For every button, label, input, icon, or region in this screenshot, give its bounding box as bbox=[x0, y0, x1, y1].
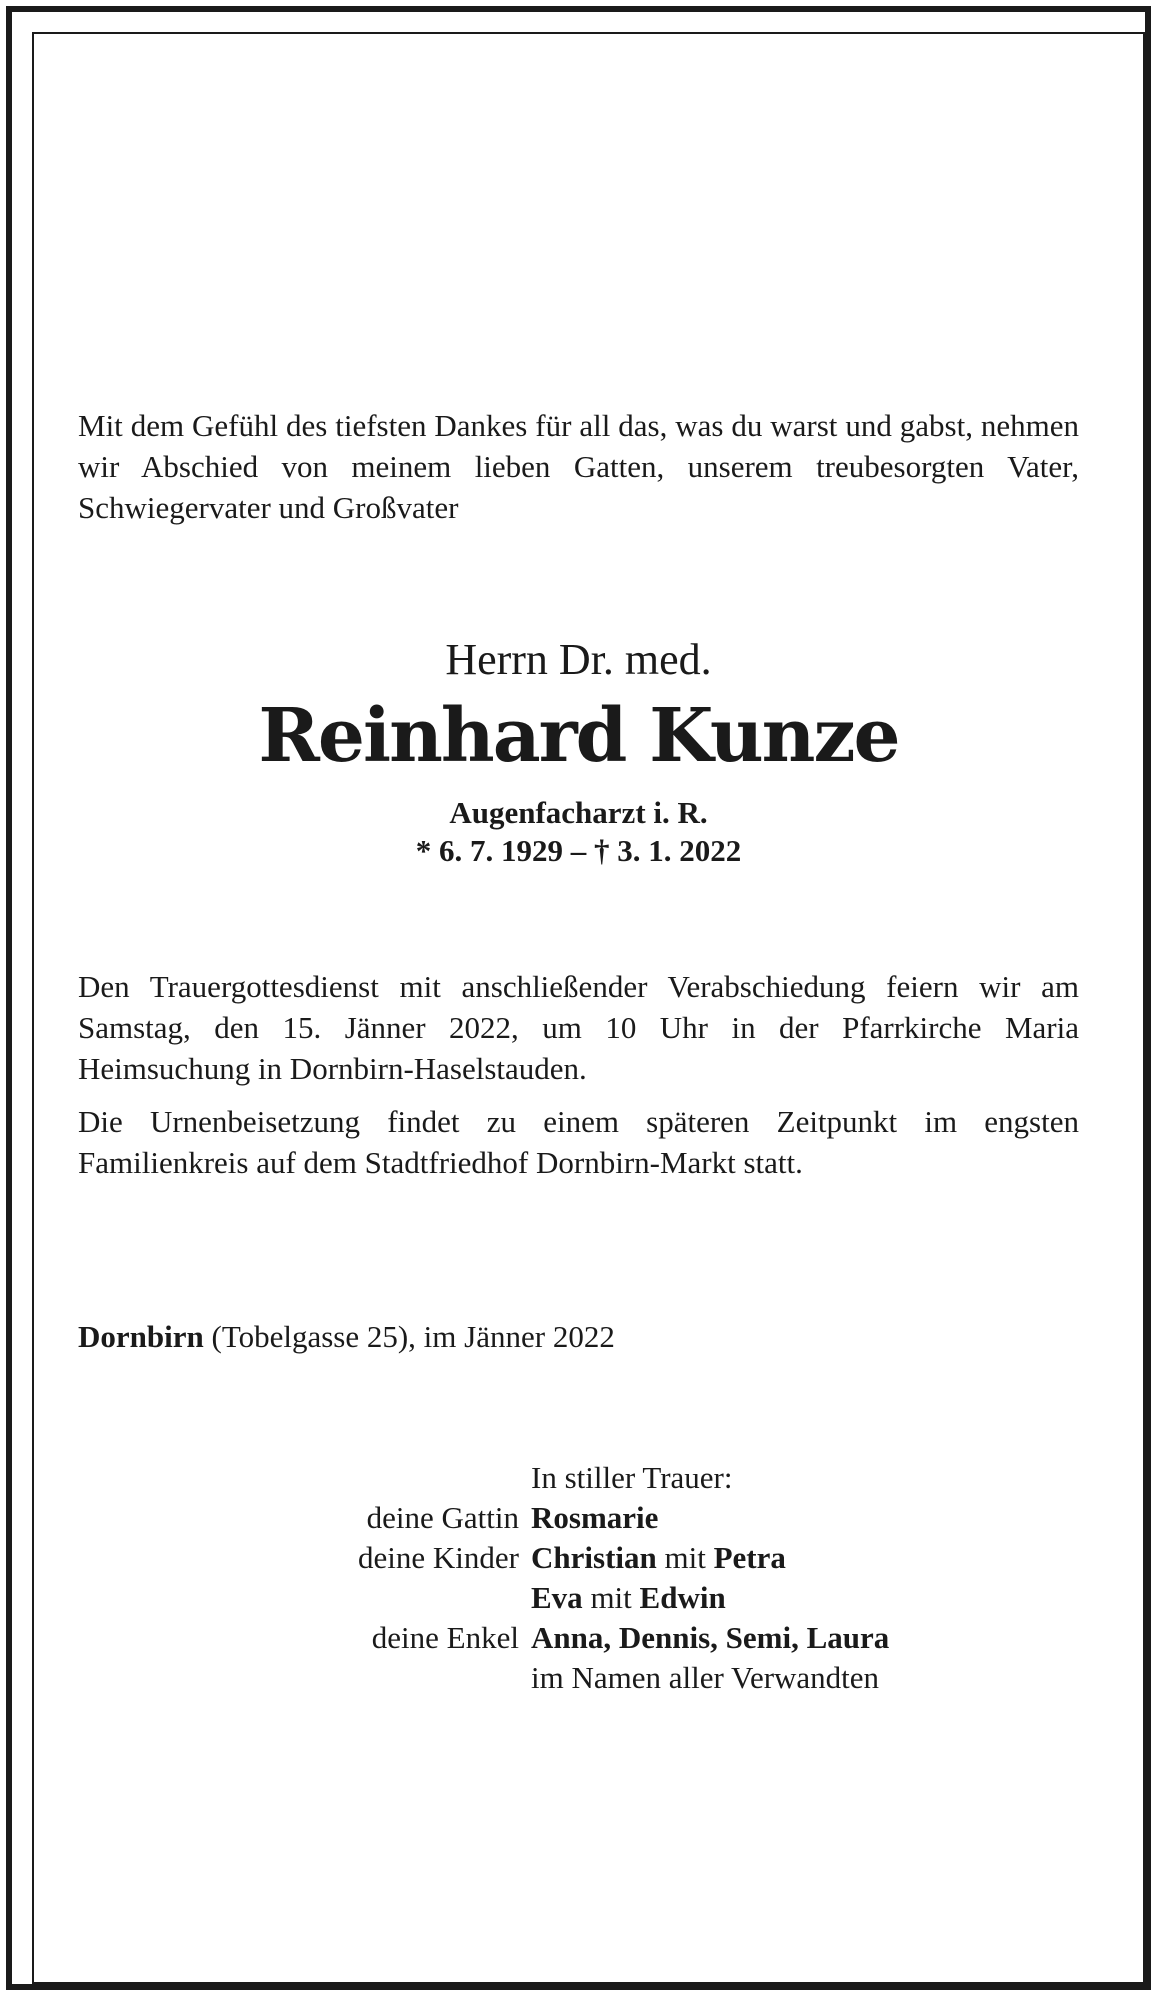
intro-section bbox=[78, 405, 1079, 528]
child1-connector: mit bbox=[656, 1540, 714, 1575]
service-paragraph: Den Trauergottesdienst mit anschließender Verabschiedung feiern wir am Samstag, den 15. Jänner 2022, um 10 Uhr in der Pfarrkirche Maria Heimsuchung in Dornbirn-Haselstauden. bbox=[78, 969, 1079, 1086]
mourners-section bbox=[78, 1458, 1079, 1698]
place-date-text bbox=[78, 1316, 1079, 1357]
child1-name: Christian bbox=[531, 1540, 657, 1575]
wife-name: Rosmarie bbox=[531, 1500, 659, 1535]
deceased-name: Reinhard Kunze bbox=[258, 693, 899, 779]
deceased-profession: Augenfacharzt i. R. bbox=[449, 795, 708, 830]
grandchildren-names: Anna, Dennis, Semi, Laura bbox=[531, 1620, 890, 1655]
relatives-text: im Namen aller Verwandten bbox=[531, 1660, 880, 1695]
service-section bbox=[78, 966, 1079, 1183]
deceased-block bbox=[78, 632, 1079, 870]
child2-entry bbox=[531, 1578, 1079, 1618]
mourners-heading: In stiller Trauer: bbox=[531, 1460, 733, 1495]
mourner-row-children bbox=[78, 1538, 1079, 1578]
child1-entry bbox=[531, 1538, 1079, 1578]
mourner-row-relatives bbox=[78, 1658, 1079, 1698]
child2-partner: Edwin bbox=[639, 1580, 726, 1615]
mourner-row-wife bbox=[78, 1498, 1079, 1538]
deceased-title: Herrn Dr. med. bbox=[445, 635, 712, 684]
grandchildren-label: deine Enkel bbox=[371, 1620, 519, 1655]
mourners-heading-row bbox=[78, 1458, 1079, 1498]
mourner-row-children-2 bbox=[78, 1578, 1079, 1618]
children-label: deine Kinder bbox=[358, 1540, 519, 1575]
child2-connector: mit bbox=[582, 1580, 640, 1615]
child2-name: Eva bbox=[531, 1580, 583, 1615]
place-date-line bbox=[78, 1316, 1079, 1357]
child1-partner: Petra bbox=[713, 1540, 786, 1575]
place-rest: (Tobelgasse 25), im Jänner 2022 bbox=[203, 1319, 615, 1354]
place-city: Dornbirn bbox=[78, 1319, 204, 1354]
intro-text: Mit dem Gefühl des tiefsten Dankes für all das, was du warst und gabst, nehmen wir Abschied von meinem lieben Gatten, unserem treubesorgten Vater, Schwiegervater und Großvater bbox=[78, 408, 1079, 525]
deceased-dates: * 6. 7. 1929 – † 3. 1. 2022 bbox=[415, 833, 742, 868]
wife-label: deine Gattin bbox=[366, 1500, 519, 1535]
burial-paragraph: Die Urnenbeisetzung findet zu einem späteren Zeitpunkt im engsten Familienkreis auf dem Stadtfriedhof Dornbirn-Markt statt. bbox=[78, 1104, 1079, 1180]
mourner-row-grandchildren bbox=[78, 1618, 1079, 1658]
